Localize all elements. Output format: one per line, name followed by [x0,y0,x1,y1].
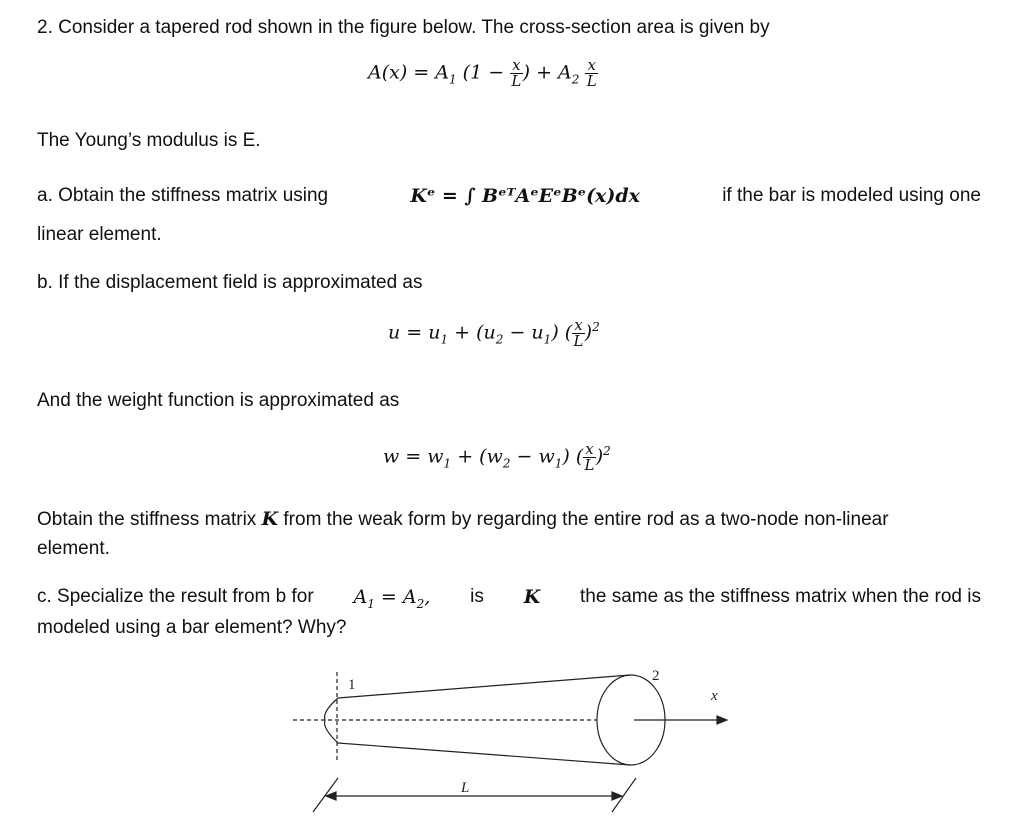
area-formula: $A(x) = A_1$ (1 − $\frac{x}{L}$ ) + $A_2$ $\frac{x}{L}$ [368,56,597,90]
x-axis-label: x [711,688,718,704]
youngs-modulus-text: The Young’s modulus is E. [37,130,261,151]
problem-intro: 2. Consider a tapered rod shown in the figure below. The cross-section area is given by [37,17,770,38]
part-b-text: b. If the displacement field is approximated as [37,272,423,293]
node1-label: 1 [348,677,356,693]
part-a-text-2: if the bar is modeled using one [722,185,981,206]
weight-intro: And the weight function is approximated as [37,390,400,411]
x-arrowhead [717,716,727,724]
part-a-formula: Kᵉ = ∫ BᵉᵀAᵉEᵉBᵉ(x)dx [410,185,640,207]
rod-top-edge [338,675,630,698]
rod-bottom-edge [338,743,630,765]
length-label: L [461,780,470,796]
node2-label: 2 [652,668,660,684]
part-c-line: c. Specialize the result from b for $A_1 = A_2$, is K the same as the stiffness matrix when the rod is [37,586,981,611]
obtain-line: Obtain the stiffness matrix K from the weak form by regarding the entire rod as a two-node non-linear [37,508,889,530]
part-a-text-3: linear element. [37,224,162,245]
part-c-line-2: modeled using a bar element? Why? [37,617,347,638]
obtain-line-2: element. [37,538,110,559]
w-formula: $w = w_1 + (w_2 - w_1)$ ( $\frac{x}{L}$ )$^2$ [383,440,611,474]
part-a-text: a. Obtain the stiffness matrix using [37,185,329,206]
u-formula: $u = u_1 + (u_2 - u_1)$ ( $\frac{x}{L}$ )$^2$ [388,316,600,350]
